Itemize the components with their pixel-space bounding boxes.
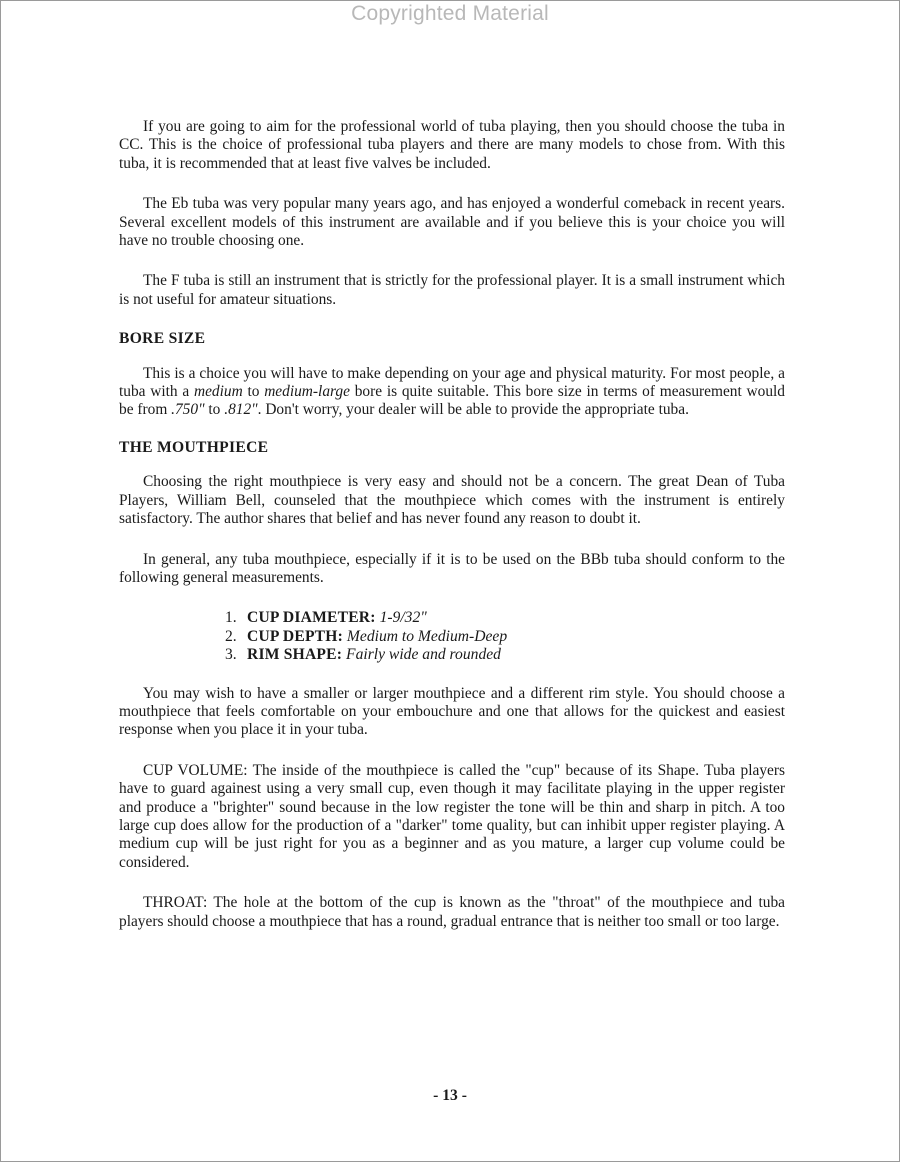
bore-medium: medium (193, 383, 243, 401)
bore-medium-large: medium-large (264, 383, 350, 401)
paragraph-eb-tuba: The Eb tuba was very popular many years ago, and has enjoyed a wonderful comeback in recent years. Several excellent models of this instrument are available and if you believe this is your choice you will have no trouble choosing one. (119, 195, 785, 250)
bore-text-e: . Don't worry, your dealer will be able to provide the appropriate tuba. (257, 401, 689, 419)
bore-text-a: This is a choice you will have to make depending on your age and physical maturity. For most people, a tuba with a (119, 364, 785, 401)
paragraph-measurements-intro: In general, any tuba mouthpiece, especially if it is to be used on the BBb tuba should conform to the following general measurements. (119, 550, 785, 586)
bore-text-c: bore is quite suitable. This bore size in terms of measurement would be from (119, 383, 785, 419)
list-item: 2. CUP DEPTH: Medium to Medium-Deep (225, 627, 508, 645)
page-body (119, 118, 785, 931)
list-item: 3. RIM SHAPE: Fairly wide and rounded (225, 646, 501, 664)
paragraph-mouthpiece-intro: Choosing the right mouthpiece is very easy and should not be a concern. The great Dean of Tuba Players, William Bell, counseled that the mouthpiece which comes with the instrument is entirely satisfactory. The author shares that belief and has never found any reason to doubt it. (119, 473, 785, 528)
paragraph-cc-tuba: If you are going to aim for the professional world of tuba playing, then you should choose the tuba in CC. This is the choice of professional tuba players and there are many models to chose from. With this tuba, it is recommended that at least five valves be included. (119, 118, 785, 172)
page-number: - 13 - (433, 1087, 467, 1104)
heading-bore-size: BORE SIZE (119, 330, 206, 348)
heading-mouthpiece: THE MOUTHPIECE (119, 438, 269, 456)
measurements-list (225, 609, 785, 664)
list-item: 1. CUP DIAMETER: 1-9/32" (225, 609, 427, 627)
bore-text-b: to (242, 383, 265, 401)
paragraph-throat: THROAT: The hole at the bottom of the cup is known as the "throat" of the mouthpiece and tuba players should choose a mouthpiece that has a round, gradual entrance that is neither too small or too large. (119, 894, 785, 930)
paragraph-bore-size (119, 365, 785, 420)
paragraph-mouthpiece-choice: You may wish to have a smaller or larger mouthpiece and a different rim style. You should choose a mouthpiece that feels comfortable on your embouchure and one that allows for the quickest and easiest response when you place it in your tuba. (119, 684, 785, 739)
bore-size-from: .750" (171, 401, 205, 419)
paragraph-f-tuba: The F tuba is still an instrument that is strictly for the professional player. It is a small instrument which is not useful for amateur situations. (119, 272, 785, 308)
bore-size-to: .812" (224, 401, 258, 419)
paragraph-cup-volume: CUP VOLUME: The inside of the mouthpiece is called the "cup" because of its Shape. Tuba players have to guard againest using a very small cup, even though it may facilitate playing in the upper register and produce a "brighter" sound because in the low register the tone will be thin and sharp in pitch. A too large cup does allow for the production of a "darker" tome quality, but can inhibit upper register playing. A medium cup will be just right for you as a beginner and as you mature, a larger cup volume could be considered. (119, 761, 785, 871)
bore-text-d: to (204, 401, 225, 419)
copyright-watermark: Copyrighted Material (351, 2, 549, 25)
